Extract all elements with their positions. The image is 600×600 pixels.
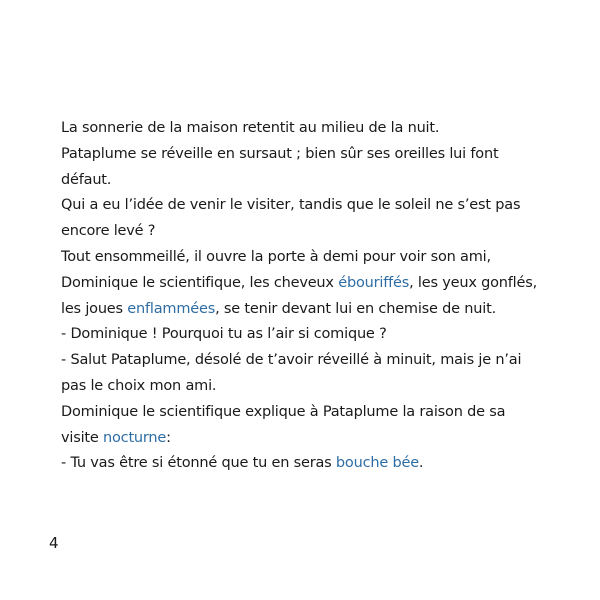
text-line <box>61 426 561 452</box>
highlighted-word: enflammées <box>127 300 216 317</box>
text-segment: Dominique le scientifique, les cheveux <box>61 274 339 291</box>
text-segment: , se tenir devant lui en chemise de nuit. <box>215 300 496 317</box>
text-segment: Pataplume se réveille en sursaut ; bien sûr ses oreilles lui font <box>61 145 499 162</box>
text-line <box>61 271 561 297</box>
highlighted-word: bouche bée <box>335 455 419 472</box>
text-segment: , les yeux gonflés, <box>409 274 537 291</box>
text-segment: Tout ensommeillé, il ouvre la porte à demi pour voir son ami, <box>61 248 491 265</box>
text-line <box>61 400 561 426</box>
text-segment: - Tu vas être si étonné que tu en seras <box>61 455 336 472</box>
text-line <box>61 297 561 323</box>
text-segment: La sonnerie de la maison retentit au milieu de la nuit. <box>61 120 440 136</box>
text-line <box>61 451 561 477</box>
text-segment: défaut. <box>61 171 112 188</box>
text-segment: encore levé ? <box>61 223 156 240</box>
story-text <box>61 116 561 477</box>
text-segment: pas le choix mon ami. <box>61 377 217 394</box>
page-number: 4 <box>49 534 59 552</box>
text-line <box>61 322 561 348</box>
text-line <box>61 348 561 374</box>
text-line <box>61 193 561 219</box>
text-line <box>61 245 561 271</box>
text-segment: . <box>418 455 424 472</box>
text-segment: Dominique le scientifique explique à Pataplume la raison de sa <box>61 403 506 420</box>
text-segment: : <box>166 429 171 446</box>
text-line <box>61 219 561 245</box>
text-segment: - Salut Pataplume, désolé de t’avoir réveillé à minuit, mais je n’ai <box>61 352 522 369</box>
text-line <box>61 116 561 142</box>
text-line <box>61 142 561 168</box>
text-segment: visite <box>61 429 104 446</box>
highlighted-word: nocturne <box>103 429 167 446</box>
highlighted-word: ébouriffés <box>338 274 410 291</box>
text-segment: les joues <box>61 300 128 317</box>
text-line <box>61 168 561 194</box>
text-line <box>61 374 561 400</box>
text-segment: - Dominique ! Pourquoi tu as l’air si comique ? <box>61 326 387 343</box>
text-segment: Qui a eu l’idée de venir le visiter, tandis que le soleil ne s’est pas <box>61 197 521 214</box>
